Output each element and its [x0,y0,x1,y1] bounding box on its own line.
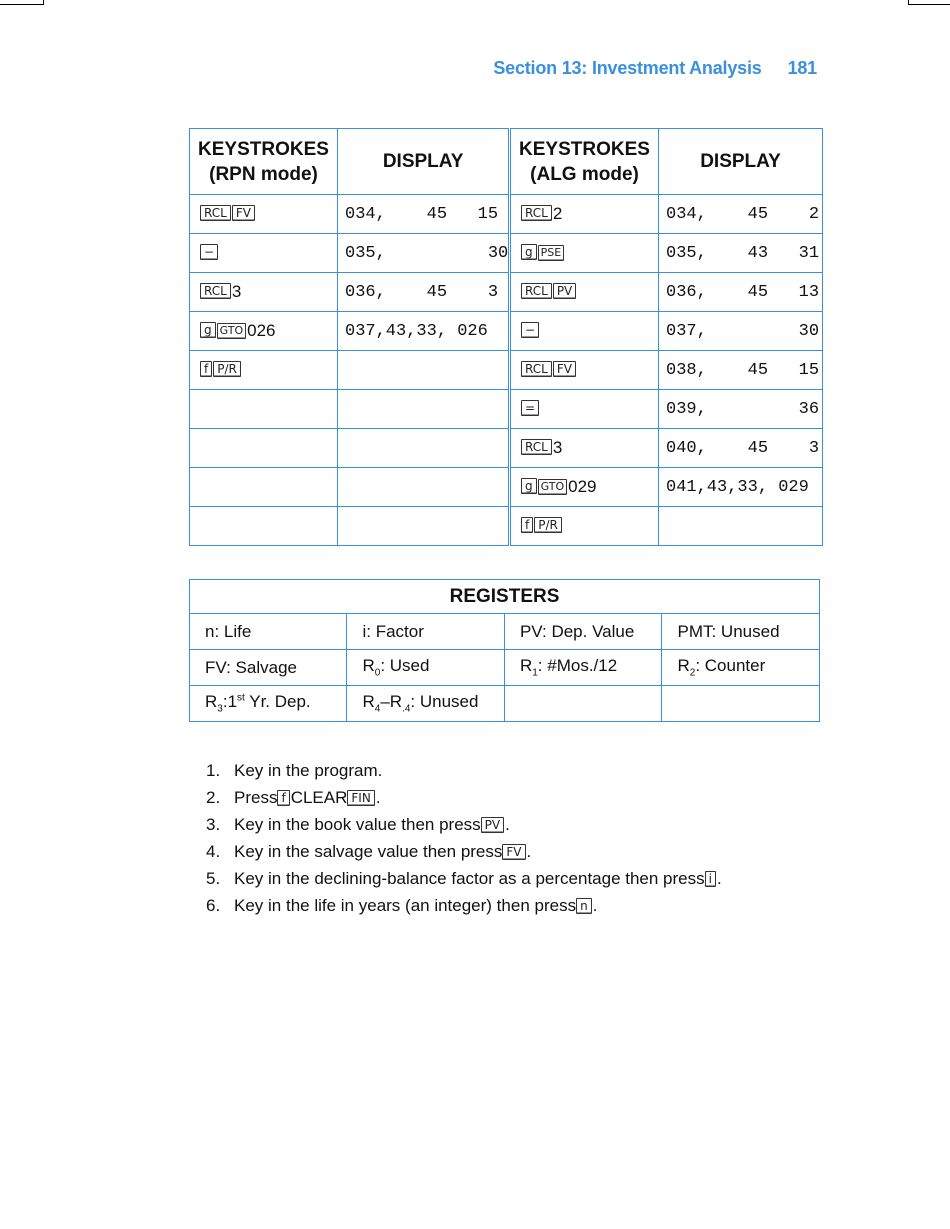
i-key: i [705,871,716,887]
pv-key: PV [553,283,576,299]
step-text: Key in the program. [234,760,383,780]
registers-row [190,614,820,650]
table-row [190,429,509,468]
register-cell: i: Factor [347,614,504,650]
rcl-key: RCL [200,283,231,299]
f-key: f [277,790,289,806]
display-cell [338,507,509,546]
keystroke-cell [511,429,659,468]
register-name: R [519,656,533,676]
keystrokes-header [190,129,338,195]
register-cell-empty [504,686,662,722]
register-subscript: 3 [217,703,223,715]
table-row [190,390,509,429]
step-item [206,784,722,811]
keystroke-cell [511,507,659,546]
register-cell [347,650,504,686]
step-item [206,865,722,892]
keystroke-suffix: 3 [552,438,563,457]
display-cell: 035, 30 [338,234,509,273]
register-desc: : #Mos./12 [537,656,618,676]
table-row [190,351,509,390]
rpn-table-body [190,195,509,546]
table-row [511,195,823,234]
minus-key: − [200,244,218,260]
display-cell: 037, 30 [659,312,823,351]
keystrokes-header-line1: KEYSTROKES [519,138,650,160]
keystrokes-header-line2: (ALG mode) [530,163,639,185]
table-row [511,507,823,546]
step-item [206,892,722,919]
display-cell [338,351,509,390]
register-text: –R [380,692,403,712]
table-row [511,234,823,273]
register-desc: : Counter [695,656,766,676]
keystroke-cell [190,312,338,351]
g-key: g [521,478,537,494]
equals-key: = [521,400,539,416]
registers-title: REGISTERS [190,580,820,614]
keystroke-cell [511,390,659,429]
display-cell: 040, 45 3 [659,429,823,468]
gto-key: GTO [538,479,568,495]
register-cell: n: Life [190,614,347,650]
table-row [190,195,509,234]
keystroke-cell [190,390,338,429]
alg-table-body [511,195,823,546]
page-number: 181 [787,58,817,78]
rcl-key: RCL [521,361,552,377]
display-cell: 034, 45 15 [338,195,509,234]
keystroke-cell [511,195,659,234]
table-row [190,312,509,351]
step-number: 4. [206,841,221,861]
step-text: Press [234,787,278,807]
table-row [511,312,823,351]
g-key: g [200,322,216,338]
section-title: Section 13: Investment Analysis [493,58,762,78]
step-number: 5. [206,868,221,888]
display-cell: 034, 45 2 [659,195,823,234]
keystroke-cell [511,312,659,351]
register-subscript: 1 [532,667,538,679]
display-header: DISPLAY [338,129,509,195]
register-name: R [205,692,218,712]
register-name: R [362,692,375,712]
keystrokes-header [511,129,659,195]
keystroke-cell [190,507,338,546]
minus-key: − [521,322,539,338]
keystroke-cell [511,468,659,507]
register-cell-empty [662,686,820,722]
fv-key: FV [553,361,576,377]
step-number: 6. [206,895,221,915]
fin-key: FIN [347,790,374,806]
register-desc: Yr. Dep. [244,692,311,712]
display-cell: 037,43,33, 026 [338,312,509,351]
display-cell: 041,43,33, 029 [659,468,823,507]
registers-row [190,650,820,686]
table-row [190,234,509,273]
gto-key: GTO [217,323,247,339]
step-text: CLEAR [290,787,348,807]
register-cell [504,650,662,686]
table-row [190,273,509,312]
rcl-key: RCL [200,205,231,221]
step-text: Key in the book value then press [234,814,481,834]
register-cell: PMT: Unused [662,614,820,650]
instruction-steps [206,757,722,919]
keystroke-cell [511,234,659,273]
display-cell [338,468,509,507]
rcl-key: RCL [521,205,552,221]
pv-key: PV [481,817,504,833]
register-cell [190,686,347,722]
table-row [511,468,823,507]
register-name: R [677,656,690,676]
display-cell [338,429,509,468]
step-item [206,811,722,838]
register-text: :1 [222,692,238,712]
keystrokes-header-line1: KEYSTROKES [198,138,329,160]
table-row [190,468,509,507]
display-cell: 036, 45 3 [338,273,509,312]
step-text: Key in the salvage value then press [234,841,503,861]
rpn-keystroke-table [189,128,509,546]
keystroke-cell [190,195,338,234]
crop-mark-left [0,0,44,5]
display-cell: 035, 43 31 [659,234,823,273]
keystroke-cell [511,273,659,312]
g-key: g [521,244,537,260]
table-row [511,351,823,390]
register-desc: : Used [380,656,430,676]
keystroke-cell [190,468,338,507]
table-row [511,273,823,312]
keystroke-suffix: 029 [568,477,597,496]
pse-key: PSE [538,245,565,261]
f-key: f [521,517,533,533]
alg-keystroke-table [510,128,823,546]
step-text: Key in the declining-balance factor as a percentage then press [234,868,705,888]
step-number: 1. [206,760,221,780]
table-row [511,429,823,468]
register-desc: : Unused [410,692,479,712]
step-text: Key in the life in years (an integer) then press [234,895,577,915]
registers-table [189,579,820,722]
fv-key: FV [502,844,525,860]
keystroke-cell [190,351,338,390]
registers-row [190,686,820,722]
keystroke-suffix: 026 [247,321,276,340]
crop-mark-right [908,0,950,5]
keystroke-suffix: 3 [231,282,242,301]
keystroke-cell [511,351,659,390]
n-key: n [576,898,592,914]
register-cell: PV: Dep. Value [504,614,662,650]
keystroke-cell [190,273,338,312]
step-item [206,757,722,784]
register-subscript: .4 [402,703,411,715]
step-number: 3. [206,814,221,834]
register-name: R [362,656,375,676]
keystrokes-header-line2: (RPN mode) [209,163,318,185]
f-key: f [200,361,212,377]
register-cell: FV: Salvage [190,650,347,686]
keystroke-cell [190,429,338,468]
step-text: . [375,787,381,807]
display-header: DISPLAY [659,129,823,195]
program-run-key: P/R [213,361,241,377]
register-subscript: 4 [374,703,381,715]
step-item [206,838,722,865]
display-cell: 038, 45 15 [659,351,823,390]
step-text: . [526,841,532,861]
rcl-key: RCL [521,439,552,455]
keystroke-suffix: 2 [552,204,563,223]
register-superscript: st [237,692,245,704]
step-text: . [505,814,510,834]
register-cell [347,686,504,722]
display-cell [659,507,823,546]
table-row [511,390,823,429]
register-subscript: 2 [689,667,696,679]
page-header [493,58,817,79]
display-cell: 036, 45 13 [659,273,823,312]
table-row [190,507,509,546]
register-subscript: 0 [374,667,381,679]
step-text: . [592,895,598,915]
register-cell [662,650,820,686]
step-number: 2. [206,787,221,807]
step-text: . [716,868,722,888]
rcl-key: RCL [521,283,552,299]
program-run-key: P/R [534,517,562,533]
display-cell [338,390,509,429]
fv-key: FV [232,205,255,221]
keystroke-cell [190,234,338,273]
display-cell: 039, 36 [659,390,823,429]
